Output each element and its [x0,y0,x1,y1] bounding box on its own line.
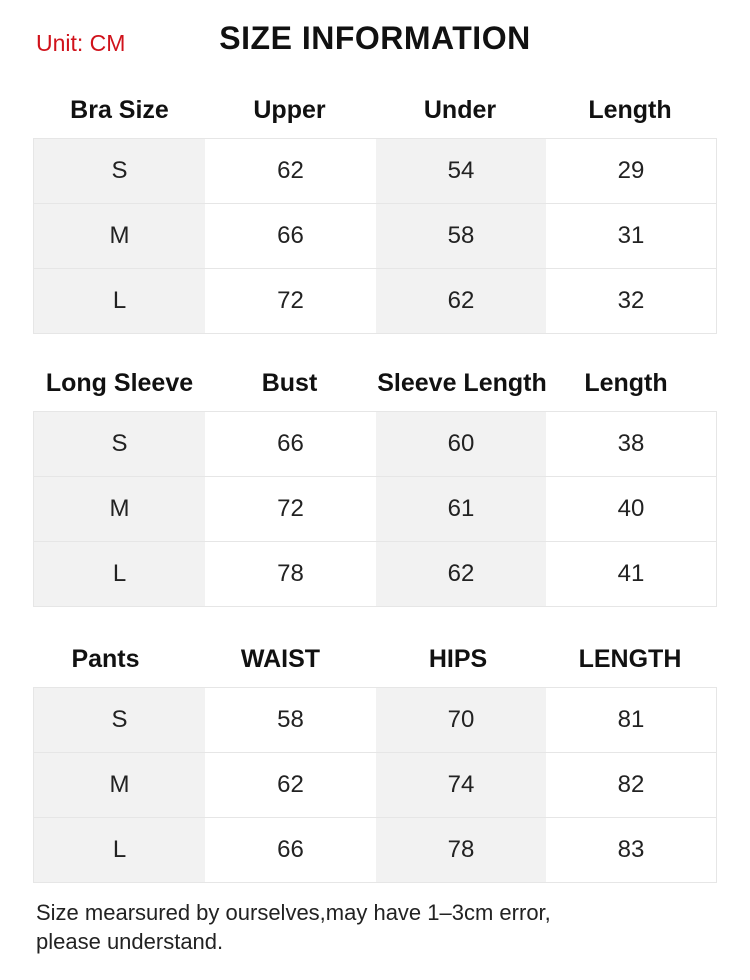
length-cell: 31 [546,204,716,268]
sleeve-length-cell: 61 [376,477,546,541]
upper-cell: 66 [205,204,376,268]
table-header [33,82,717,138]
table-row [34,688,716,752]
under-cell: 54 [376,139,546,203]
header-upper: Upper [253,96,326,124]
table-row [34,752,716,817]
header-length: LENGTH [578,645,682,673]
table-row [34,268,716,333]
size-cell: M [34,477,205,541]
header-length: Length [584,369,668,397]
unit-label: Unit: CM [36,30,126,56]
long-sleeve-table [33,355,717,607]
table-row [34,139,716,203]
waist-cell: 58 [205,688,376,752]
bust-cell: 66 [205,412,376,476]
under-cell: 58 [376,204,546,268]
header-hips: HIPS [428,645,488,673]
table-row [34,541,716,606]
length-cell: 81 [546,688,716,752]
table-header [33,355,717,411]
header-sleeve-length: Sleeve Length [377,369,547,397]
bust-cell: 78 [205,542,376,606]
upper-cell: 72 [205,269,376,333]
sleeve-length-cell: 60 [376,412,546,476]
header-length: Length [588,96,672,124]
table-row [34,412,716,476]
size-cell: L [34,269,205,333]
upper-cell: 62 [205,139,376,203]
size-grid [33,138,717,334]
under-cell: 62 [376,269,546,333]
hips-cell: 78 [376,818,546,882]
header-bust: Bust [261,369,318,397]
page-title: SIZE INFORMATION [219,20,531,56]
size-cell: S [34,139,205,203]
length-cell: 82 [546,753,716,817]
size-cell: M [34,204,205,268]
size-cell: M [34,753,205,817]
pants-table [33,631,717,883]
measurement-note [36,898,726,956]
length-cell: 40 [546,477,716,541]
size-grid [33,687,717,883]
note-line-1: Size mearsured by ourselves,may have 1–3cm error, [36,900,551,925]
length-cell: 41 [546,542,716,606]
header-long-sleeve: Long Sleeve [45,369,194,397]
table-row [34,817,716,882]
header-bra-size: Bra Size [70,96,169,124]
bra-size-table [33,82,717,334]
length-cell: 32 [546,269,716,333]
length-cell: 29 [546,139,716,203]
waist-cell: 62 [205,753,376,817]
hips-cell: 74 [376,753,546,817]
size-cell: L [34,818,205,882]
header-waist: WAIST [240,645,321,673]
size-grid [33,411,717,607]
size-cell: S [34,412,205,476]
length-cell: 83 [546,818,716,882]
table-row [34,476,716,541]
sleeve-length-cell: 62 [376,542,546,606]
length-cell: 38 [546,412,716,476]
header-pants: Pants [71,645,140,673]
size-cell: S [34,688,205,752]
note-line-2: please understand. [36,929,224,954]
table-row [34,203,716,268]
size-cell: L [34,542,205,606]
table-header [33,631,717,687]
waist-cell: 66 [205,818,376,882]
hips-cell: 70 [376,688,546,752]
header-under: Under [423,96,497,124]
bust-cell: 72 [205,477,376,541]
